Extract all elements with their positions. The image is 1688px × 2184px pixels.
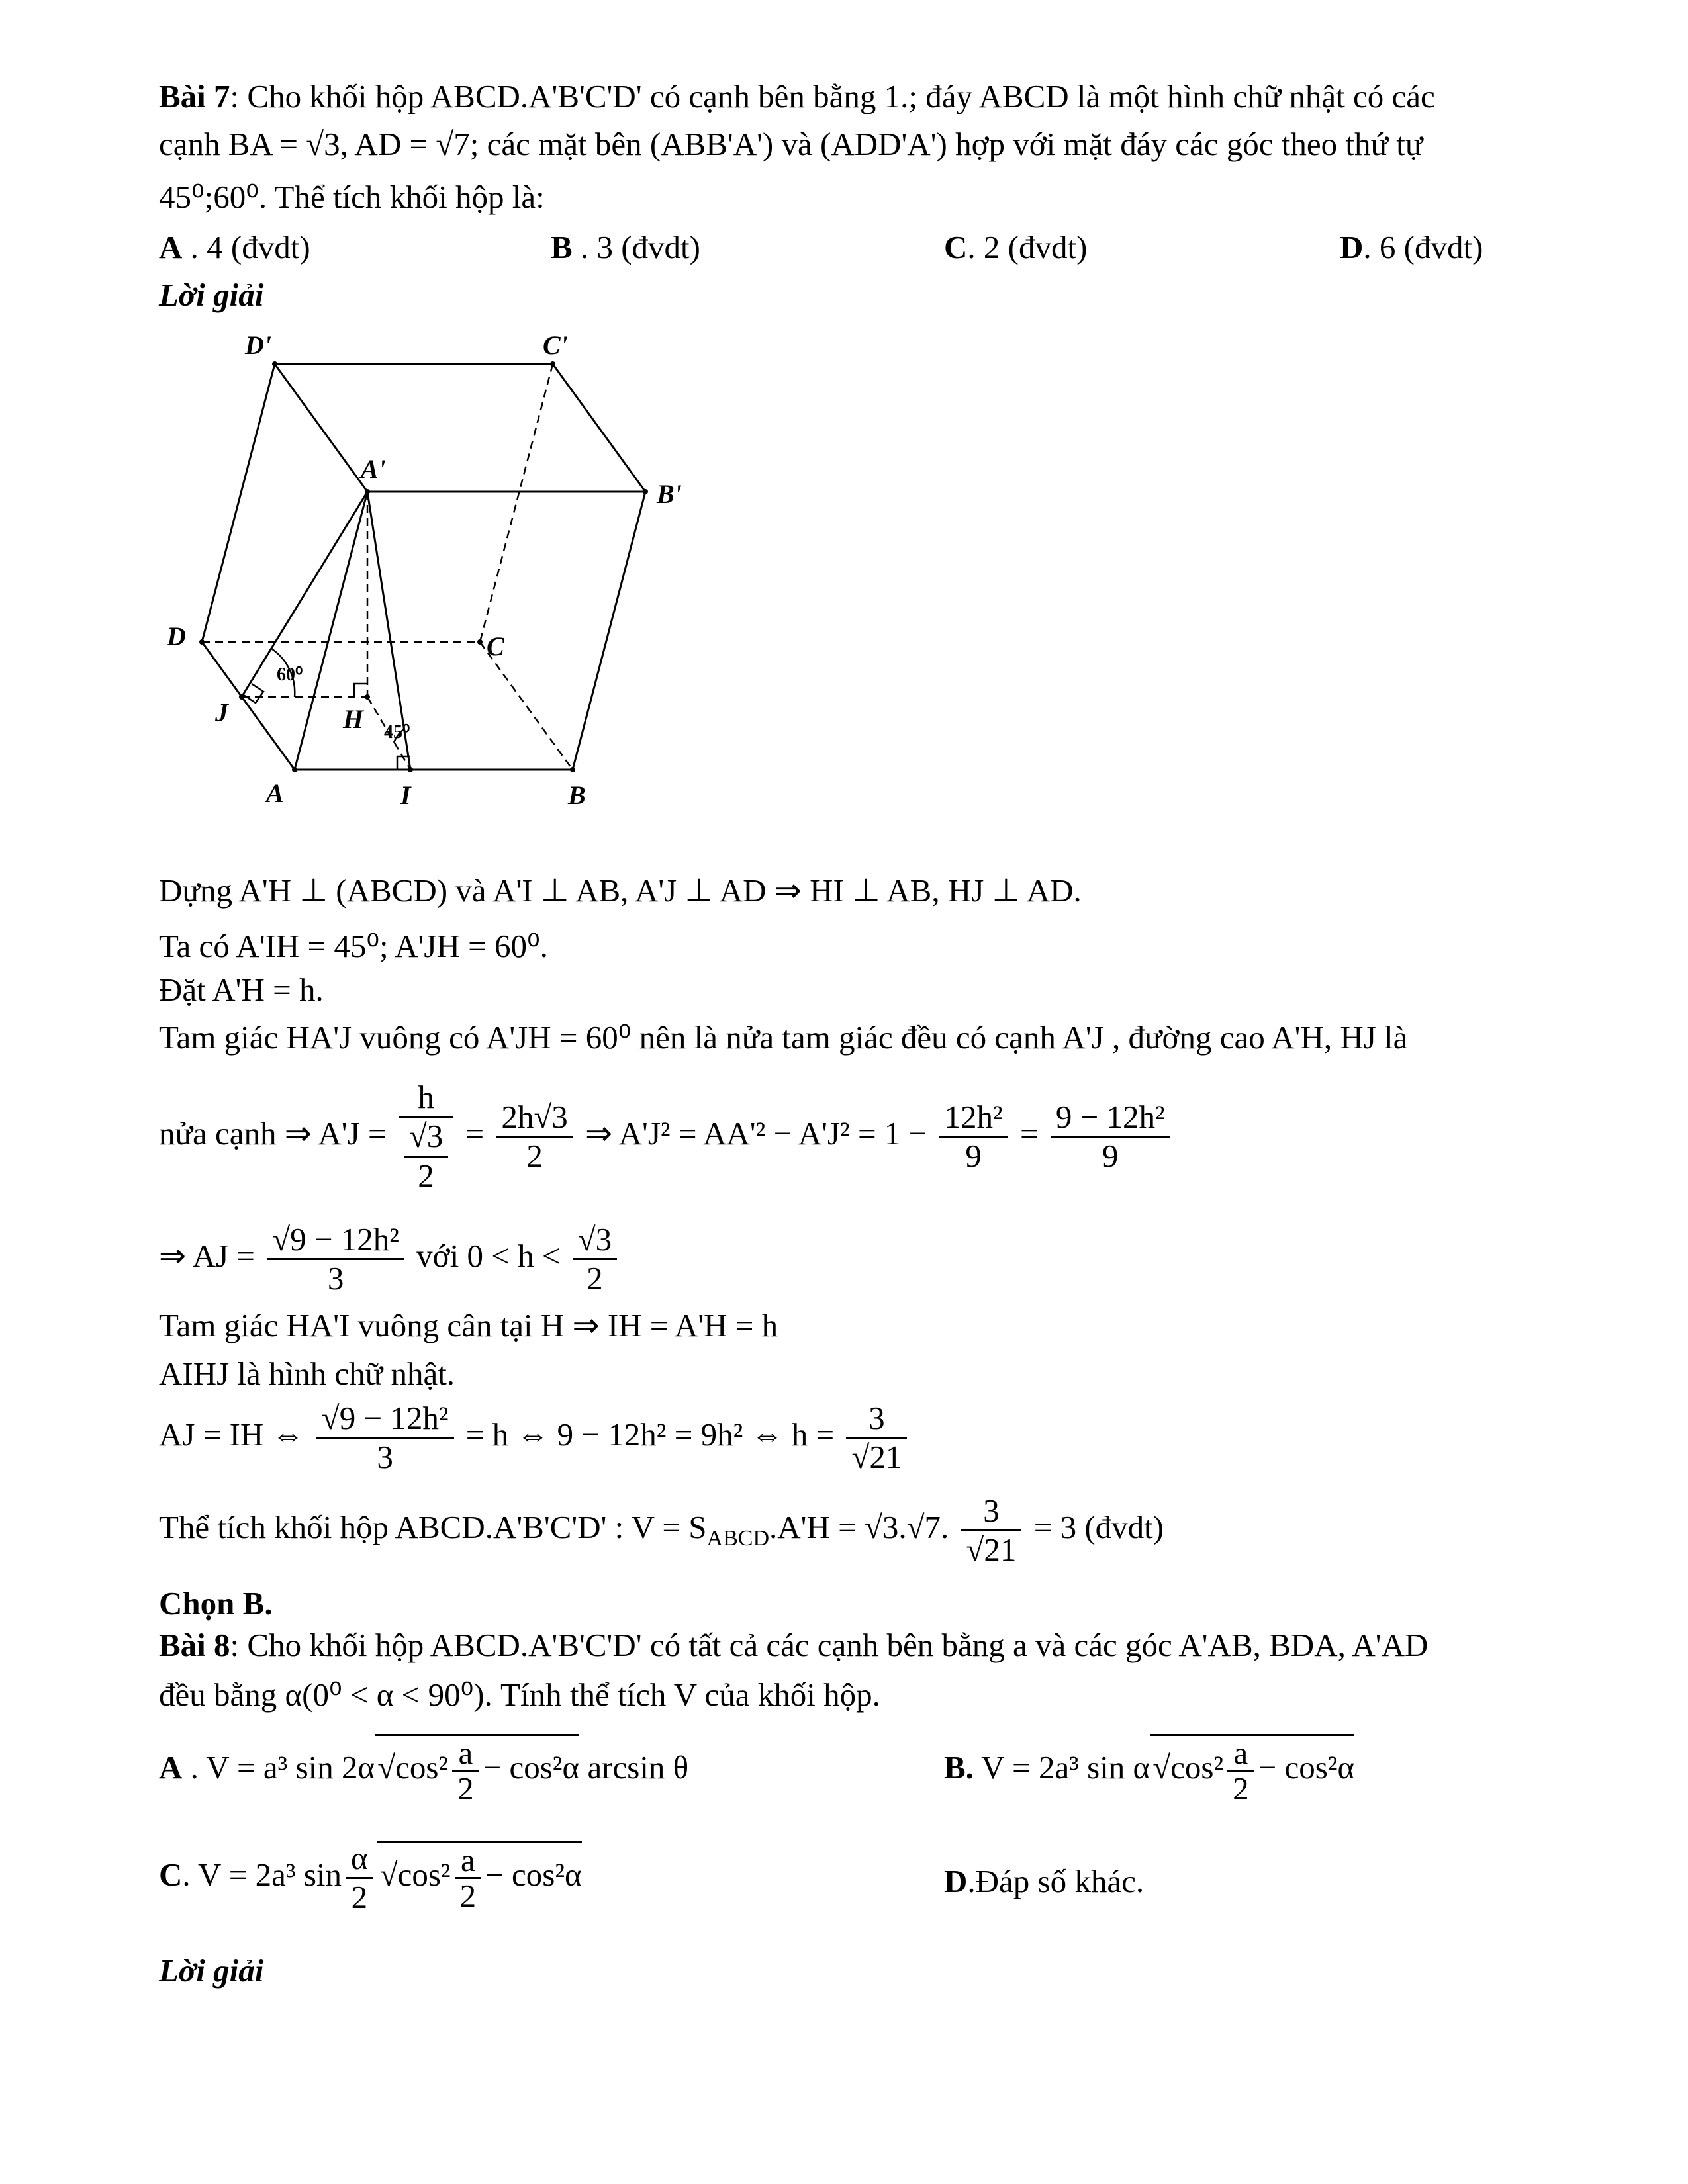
bai8-option-b <box>944 1734 1354 1806</box>
sol-line7: Tam giác HA'I vuông cân tại H ⇒ IH = A'H = h <box>159 1307 778 1343</box>
bai8-opt-b-root-b: − cos²α <box>1258 1749 1355 1786</box>
l6-lead: ⇒ AJ = <box>159 1238 255 1275</box>
bai8-opt-c-frac <box>455 1843 482 1913</box>
option-a-text: 4 (đvdt) <box>207 229 310 265</box>
bai8-opt-b-root-a: cos² <box>1170 1749 1224 1786</box>
option-d-sep: . <box>1363 229 1380 265</box>
right-angle-j <box>244 684 263 703</box>
bai8-opt-a-frac <box>452 1736 479 1806</box>
edge-bprime-b <box>573 492 645 770</box>
option-c-text: 2 (đvdt) <box>983 229 1088 265</box>
option-b-sep: . <box>572 229 597 265</box>
l6-frac <box>267 1221 404 1298</box>
point-dprime <box>272 361 277 367</box>
l5-eq2: = <box>1019 1115 1039 1152</box>
l9-g-num: 3 <box>846 1400 907 1439</box>
l9-lead: AJ = IH ⇔ <box>159 1416 305 1453</box>
label-aprime: A' <box>361 454 386 484</box>
option-c-sep: . <box>967 229 984 265</box>
sol-line8: AIHJ là hình chữ nhật. <box>159 1355 455 1392</box>
l5-f3-den: 9 <box>965 1138 982 1175</box>
l5-frac3 <box>939 1099 1008 1175</box>
l5-f1-den-num: √3 <box>404 1118 448 1157</box>
angle-45-label: 45⁰ <box>384 722 410 743</box>
bai7-line3: 45⁰;60⁰. Thể tích khối hộp là: <box>159 179 545 215</box>
sol-line9 <box>159 1400 911 1477</box>
angle-60-label: 60⁰ <box>277 664 303 685</box>
bai8-solution-label: Lời giải <box>159 1952 264 1989</box>
bai8-opt-b-frac <box>1227 1736 1254 1806</box>
l5-mid: ⇒ A'J² = AA'² − A'J² = 1 − <box>585 1115 927 1152</box>
point-aprime <box>365 489 370 494</box>
l10-mid: .A'H = √3.√7. <box>769 1509 949 1546</box>
bai8-opt-a-frac-den: 2 <box>457 1770 474 1807</box>
bai8-opt-c-s-num: α <box>346 1840 373 1879</box>
l6-f-den: 3 <box>327 1260 344 1297</box>
hidden-edge-cprime-c <box>480 364 553 642</box>
bai8-option-c <box>159 1840 582 1917</box>
label-j: J <box>215 698 228 727</box>
bai8-opt-c-frac-den: 2 <box>459 1878 477 1915</box>
bai8-option-a <box>159 1734 688 1806</box>
sol-line10 <box>159 1492 1164 1569</box>
l5-frac4 <box>1051 1099 1170 1175</box>
sol-line3: Đặt A'H = h. <box>159 972 324 1008</box>
sol-line6 <box>159 1221 621 1298</box>
bai8-opt-a-root-b: − cos²α <box>483 1749 580 1786</box>
label-bprime: B' <box>657 479 682 509</box>
l6-f-num: √9 − 12h² <box>267 1221 404 1260</box>
l10-lead: Thể tích khối hộp ABCD.A'B'C'D' : V = S <box>159 1509 707 1546</box>
bai8-opt-c-sfrac <box>346 1840 373 1917</box>
bai8-opt-c-root-a: cos² <box>397 1856 451 1893</box>
l6-g-den: 2 <box>586 1260 603 1297</box>
bai8-opt-c-s-den: 2 <box>351 1879 368 1916</box>
parallelepiped-figure <box>159 324 728 841</box>
label-cprime: C' <box>543 330 568 360</box>
point-b <box>570 767 575 772</box>
bai7-line1-text: : Cho khối hộp ABCD.A'B'C'D' có cạnh bên bằng 1.; đáy ABCD là một hình chữ nhật có các <box>230 78 1435 114</box>
edge-dprime-aprime <box>275 364 367 492</box>
bai8-opt-a-key: A <box>159 1749 183 1786</box>
l5-f1-den <box>399 1118 453 1195</box>
option-d-key: D <box>1340 229 1364 265</box>
label-d: D <box>167 621 186 651</box>
point-h <box>365 694 370 700</box>
option-a-sep: . <box>182 229 207 265</box>
l5-f1-den-den: 2 <box>418 1157 434 1194</box>
bai7-line2: cạnh BA = √3, AD = √7; các mặt bên (ABB'A') và (ADD'A') hợp với mặt đáy các góc theo thứ tự <box>159 126 1423 162</box>
bai8-opt-c-key: C <box>159 1856 183 1893</box>
right-angle-h <box>354 684 367 697</box>
bai8-line2: đều bằng α(0⁰ < α < 90⁰). Tính thể tích V của khối hộp. <box>159 1676 880 1713</box>
bai8-line1-text: : Cho khối hộp ABCD.A'B'C'D' có tất cả các cạnh bên bằng a và các góc A'AB, BDA, A'AD <box>230 1627 1429 1663</box>
sol-line1: Dựng A'H ⊥ (ABCD) và A'I ⊥ AB, A'J ⊥ AD ⇒ HI ⊥ AB, HJ ⊥ AD. <box>159 872 1082 909</box>
point-cprime <box>550 361 555 367</box>
l6-g-num: √3 <box>573 1221 617 1260</box>
l9-mid: = h ⇔ 9 − 12h² = 9h² ⇔ h = <box>465 1416 835 1453</box>
l9-frac2 <box>846 1400 907 1477</box>
l5-lead: nửa cạnh ⇒ A'J = <box>159 1115 387 1152</box>
option-c-key: C <box>944 229 968 265</box>
bai7-line1 <box>159 78 1435 115</box>
option-b-key: B <box>551 229 573 265</box>
label-b: B <box>568 780 586 810</box>
option-b-text: 3 (đvdt) <box>596 229 700 265</box>
point-i <box>408 767 413 772</box>
bai8-opt-b-key: B. <box>944 1749 974 1786</box>
label-dprime: D' <box>245 330 271 360</box>
bai7-solution-label: Lời giải <box>159 277 264 313</box>
choose-answer: Chọn B. <box>159 1585 273 1621</box>
point-a <box>292 767 297 772</box>
point-j <box>239 694 244 700</box>
l5-f2-num: 2h√3 <box>496 1099 573 1138</box>
sol-line2: Ta có A'IH = 45⁰; A'JH = 60⁰. <box>159 928 548 964</box>
l5-f1-num: h <box>399 1079 453 1118</box>
bai8-opt-a-pre: . V = a³ sin 2α <box>182 1749 375 1786</box>
label-c: C <box>487 631 504 661</box>
option-a-key: A <box>159 229 183 265</box>
l9-g-den: √21 <box>851 1439 902 1476</box>
bai8-title: Bài 8 <box>159 1627 230 1663</box>
l5-f3-num: 12h² <box>939 1099 1008 1138</box>
l5-f2-den: 2 <box>526 1138 543 1175</box>
edge-dprime-d <box>202 364 275 642</box>
point-d <box>199 639 205 645</box>
bai7-option-b <box>551 229 700 266</box>
l10-frac <box>961 1492 1022 1569</box>
l5-eq: = <box>465 1115 485 1152</box>
bai8-opt-a-post: arcsin θ <box>579 1749 689 1786</box>
point-c <box>477 639 483 645</box>
l10-tail: = 3 (đvdt) <box>1033 1509 1164 1546</box>
bai8-opt-b-frac-den: 2 <box>1233 1770 1249 1807</box>
bai8-opt-c-pre: . V = 2a³ sin <box>182 1856 342 1893</box>
bai8-opt-c-root-b: − cos²α <box>485 1856 582 1893</box>
bai8-opt-c-frac-num: a <box>455 1843 482 1879</box>
l10-sub: ABCD <box>706 1525 769 1551</box>
edge-cprime-bprime <box>553 364 645 492</box>
l6-mid: với 0 < h < <box>416 1238 561 1275</box>
sol-line5 <box>159 1079 1174 1195</box>
bai7-option-d <box>1340 229 1483 266</box>
l5-f1-den-frac <box>404 1118 448 1195</box>
bai7-option-a <box>159 229 310 266</box>
sol-line4: Tam giác HA'J vuông có A'JH = 60⁰ nên là nửa tam giác đều có cạnh A'J , đường cao A'H, HJ là <box>159 1019 1408 1056</box>
bai7-title: Bài 7 <box>159 78 230 114</box>
bai8-opt-a-root-a: cos² <box>395 1749 449 1786</box>
bai7-option-c <box>944 229 1087 266</box>
bai8-opt-d-text: .Đáp số khác. <box>967 1863 1145 1899</box>
point-bprime <box>643 489 648 494</box>
l9-f-den: 3 <box>377 1439 393 1476</box>
bai8-opt-c-root: √cos² $\frac{a}{2}$ − cos²α <box>377 1841 582 1913</box>
l10-f-num: 3 <box>961 1492 1022 1531</box>
bai8-opt-a-frac-num: a <box>452 1736 479 1772</box>
bai8-opt-b-frac-num: a <box>1227 1736 1254 1772</box>
label-a: A <box>266 778 284 808</box>
bai8-option-d <box>944 1863 1144 1900</box>
bai8-opt-d-key: D <box>944 1863 968 1899</box>
bai8-opt-b-root: √cos² $\frac{a}{2}$ − cos²α <box>1150 1734 1354 1806</box>
l9-frac <box>316 1400 454 1477</box>
label-h: H <box>343 704 364 734</box>
bai8-opt-a-root: √cos² $\frac{a}{2}$ − cos²α <box>375 1734 579 1806</box>
option-d-text: 6 (đvdt) <box>1379 229 1483 265</box>
l5-frac1 <box>399 1079 453 1195</box>
bai8-opt-b-pre: V = 2a³ sin α <box>973 1749 1150 1786</box>
segment-aprime-j <box>242 492 367 697</box>
l5-frac2 <box>496 1099 573 1175</box>
l9-f-num: √9 − 12h² <box>316 1400 454 1439</box>
label-i: I <box>400 780 411 810</box>
bai8-line1 <box>159 1627 1428 1664</box>
l10-f-den: √21 <box>966 1531 1017 1569</box>
l5-f4-den: 9 <box>1102 1138 1119 1175</box>
l5-f4-num: 9 − 12h² <box>1051 1099 1170 1138</box>
l6-frac2 <box>573 1221 617 1298</box>
